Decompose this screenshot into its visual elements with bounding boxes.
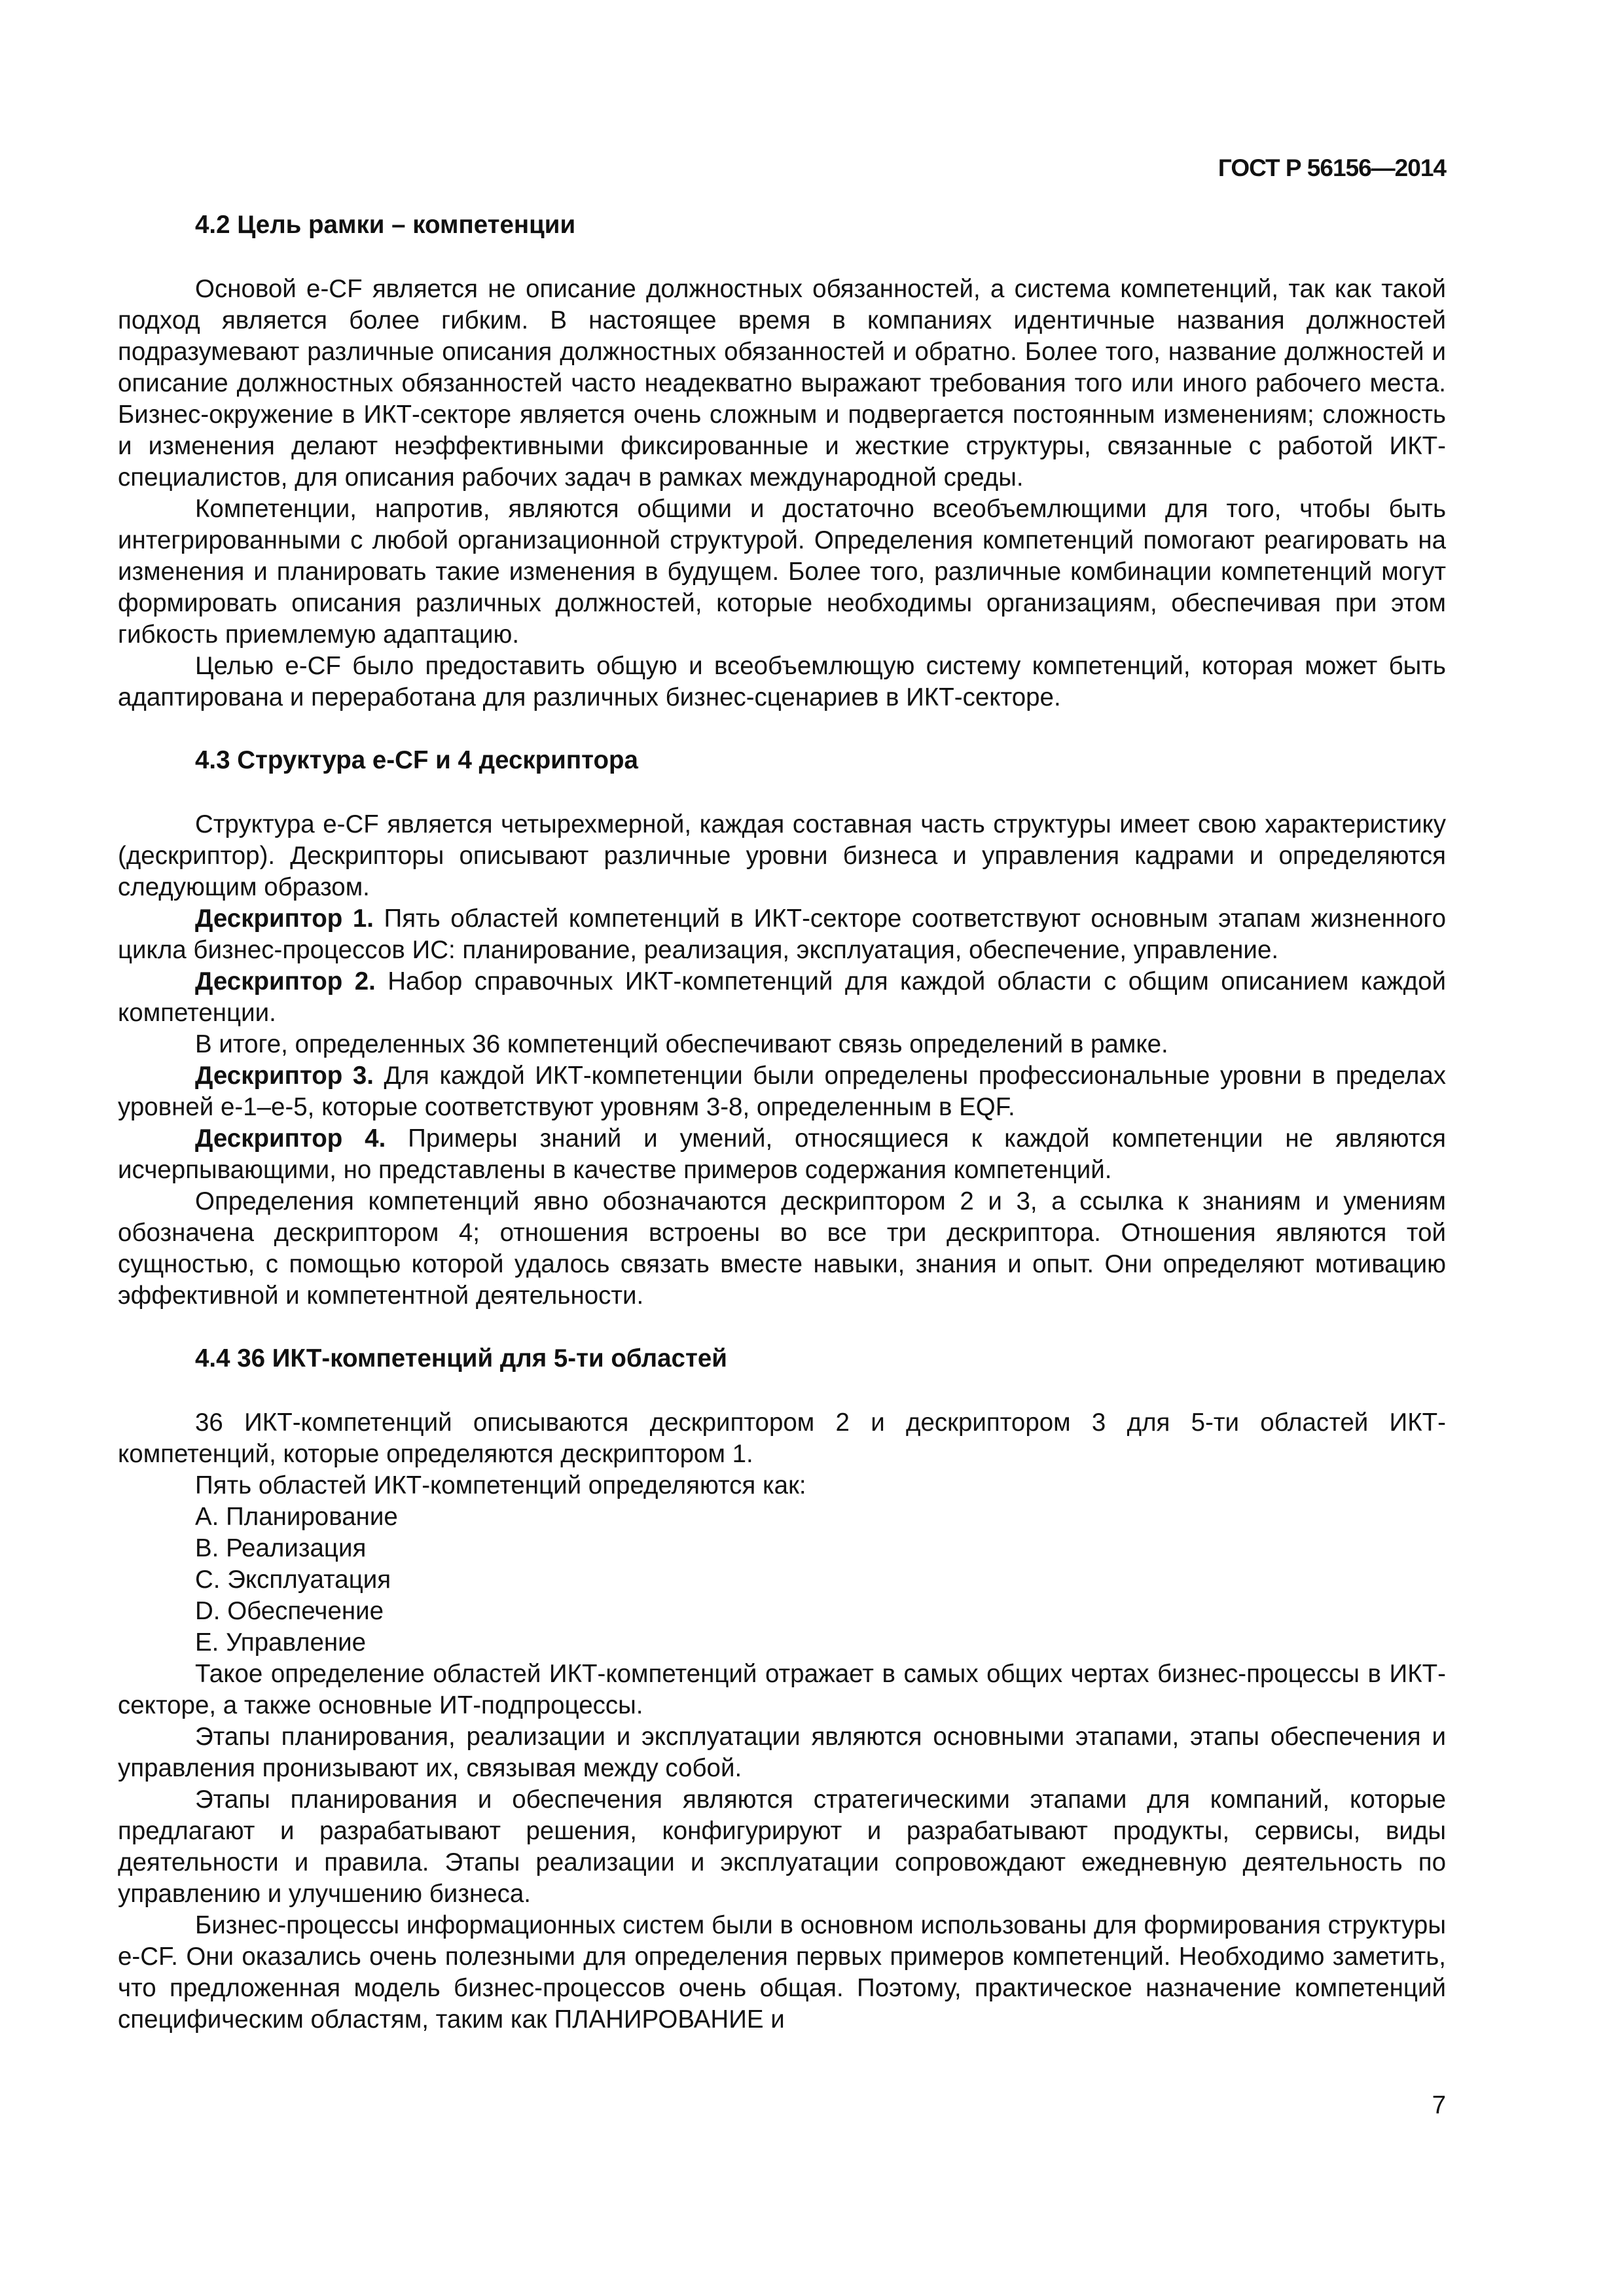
descriptor-paragraph xyxy=(118,1123,1446,1186)
paragraph: 36 ИКТ-компетенций описываются дескриптором 2 и дескриптором 3 для 5-ти областей ИКТ-компетенций, которые определяются дескриптором 1. xyxy=(118,1408,1446,1468)
descriptor-text: Примеры знаний и умений, относящиеся к каждой компетенции не являются исчерпывающими, но представлены в качестве примеров содержания компетенций. xyxy=(118,1124,1446,1184)
paragraph: Структура e-CF является четырехмерной, каждая составная часть структуры имеет свою характеристику (дескриптор). Дескрипторы описывают различные уровни бизнеса и управления кадрами и определяются следующим образом. xyxy=(118,810,1446,901)
document-id-header: ГОСТ Р 56156—2014 xyxy=(1218,154,1446,181)
paragraph: Компетенции, напротив, являются общими и достаточно всеобъемлющими для того, чтобы быть интегрированными с любой организационной структурой. Определения компетенций помогают реагировать на изменения и планировать такие изменения в будущем. Более того, различные комбинации компетенций могут формировать описания различных должностей, которые необходимы организациям, обеспечивая при этом гибкость приемлемую адаптацию. xyxy=(118,495,1446,649)
descriptor-label: Дескриптор 1. xyxy=(195,905,374,933)
descriptor-paragraph xyxy=(118,903,1446,966)
section-heading-4-3: 4.3 Структура e-CF и 4 дескриптора xyxy=(195,746,638,774)
section-heading-4-4: 4.4 36 ИКТ-компетенций для 5-ти областей xyxy=(195,1344,727,1372)
descriptor-label: Дескриптор 2. xyxy=(195,967,376,996)
page-number: 7 xyxy=(1432,2091,1446,2119)
paragraph: Основой e-CF является не описание должностных обязанностей, а система компетенций, так как такой подход является более гибким. В настоящее время в компаниях идентичные названия должностей подразумевают различные описания должностных обязанностей и обратно. Более того, название должностей и описание должностных обязанностей часто неадекватно выражают требования того или иного рабочего места. Бизнес-окружение в ИКТ-секторе является очень сложным и подвергается постоянным изменениям; сложность и изменения делают неэффективными фиксированные и жесткие структуры, связанные с работой ИКТ-специалистов, для описания рабочих задач в рамках международной среды. xyxy=(118,275,1446,492)
paragraph: Этапы планирования, реализации и эксплуатации являются основными этапами, этапы обеспечения и управления пронизывают их, связывая между собой. xyxy=(118,1723,1446,1782)
page-content xyxy=(118,209,1446,2036)
list-item: C. Эксплуатация xyxy=(195,1566,391,1594)
paragraph: Этапы планирования и обеспечения являются стратегическими этапами для компаний, которые предлагают и разрабатывают решения, конфигурируют и разрабатывают продукты, сервисы, виды деятельности и правила. Этапы реализации и эксплуатации сопровождают ежедневную деятельность по управлению и улучшению бизнеса. xyxy=(118,1785,1446,1908)
list-item: B. Реализация xyxy=(195,1534,367,1562)
paragraph: Целью e-CF было предоставить общую и всеобъемлющую систему компетенций, которая может быть адаптирована и переработана для различных бизнес-сценариев в ИКТ-секторе. xyxy=(118,652,1446,711)
list-item: E. Управление xyxy=(195,1628,367,1657)
descriptor-label: Дескриптор 3. xyxy=(195,1062,374,1090)
list-item: A. Планирование xyxy=(195,1503,398,1531)
paragraph: В итоге, определенных 36 компетенций обеспечивают связь определений в рамке. xyxy=(195,1030,1168,1058)
paragraph: Такое определение областей ИКТ-компетенций отражает в самых общих чертах бизнес-процессы в ИКТ-секторе, а также основные ИТ-подпроцессы. xyxy=(118,1660,1446,1719)
paragraph: Определения компетенций явно обозначаются дескриптором 2 и 3, а ссылка к знаниям и умениям обозначена дескриптором 4; отношения встроены во все три дескриптора. Отношения являются той сущностью, с помощью которой удалось связать вместе навыки, знания и опыт. Они определяют мотивацию эффективной и компетентной деятельности. xyxy=(118,1187,1446,1310)
paragraph: Пять областей ИКТ-компетенций определяются как: xyxy=(195,1471,806,1499)
descriptor-text: Для каждой ИКТ-компетенции были определены профессиональные уровни в пределах уровней e-1–e-5, которые соответствуют уровням 3-8, определенным в EQF. xyxy=(118,1062,1446,1121)
descriptor-paragraph xyxy=(118,966,1446,1029)
descriptor-text: Набор справочных ИКТ-компетенций для каждой области с общим описанием каждой компетенции. xyxy=(118,967,1446,1027)
paragraph: Бизнес-процессы информационных систем были в основном использованы для формирования структуры e-CF. Они оказались очень полезными для определения первых примеров компетенций. Необходимо заметить, что предложенная модель бизнес-процессов очень общая. Поэтому, практическое назначение компетенций специфическим областям, таким как ПЛАНИРОВАНИЕ и xyxy=(118,1911,1446,2034)
section-heading-4-2: 4.2 Цель рамки – компетенции xyxy=(195,211,576,239)
descriptor-text: Пять областей компетенций в ИКТ-секторе соответствуют основным этапам жизненного цикла бизнес-процессов ИС: планирование, реализация, эксплуатация, обеспечение, управление. xyxy=(118,905,1446,964)
descriptor-paragraph xyxy=(118,1060,1446,1123)
descriptor-label: Дескриптор 4. xyxy=(195,1124,386,1153)
list-item: D. Обеспечение xyxy=(195,1597,384,1625)
